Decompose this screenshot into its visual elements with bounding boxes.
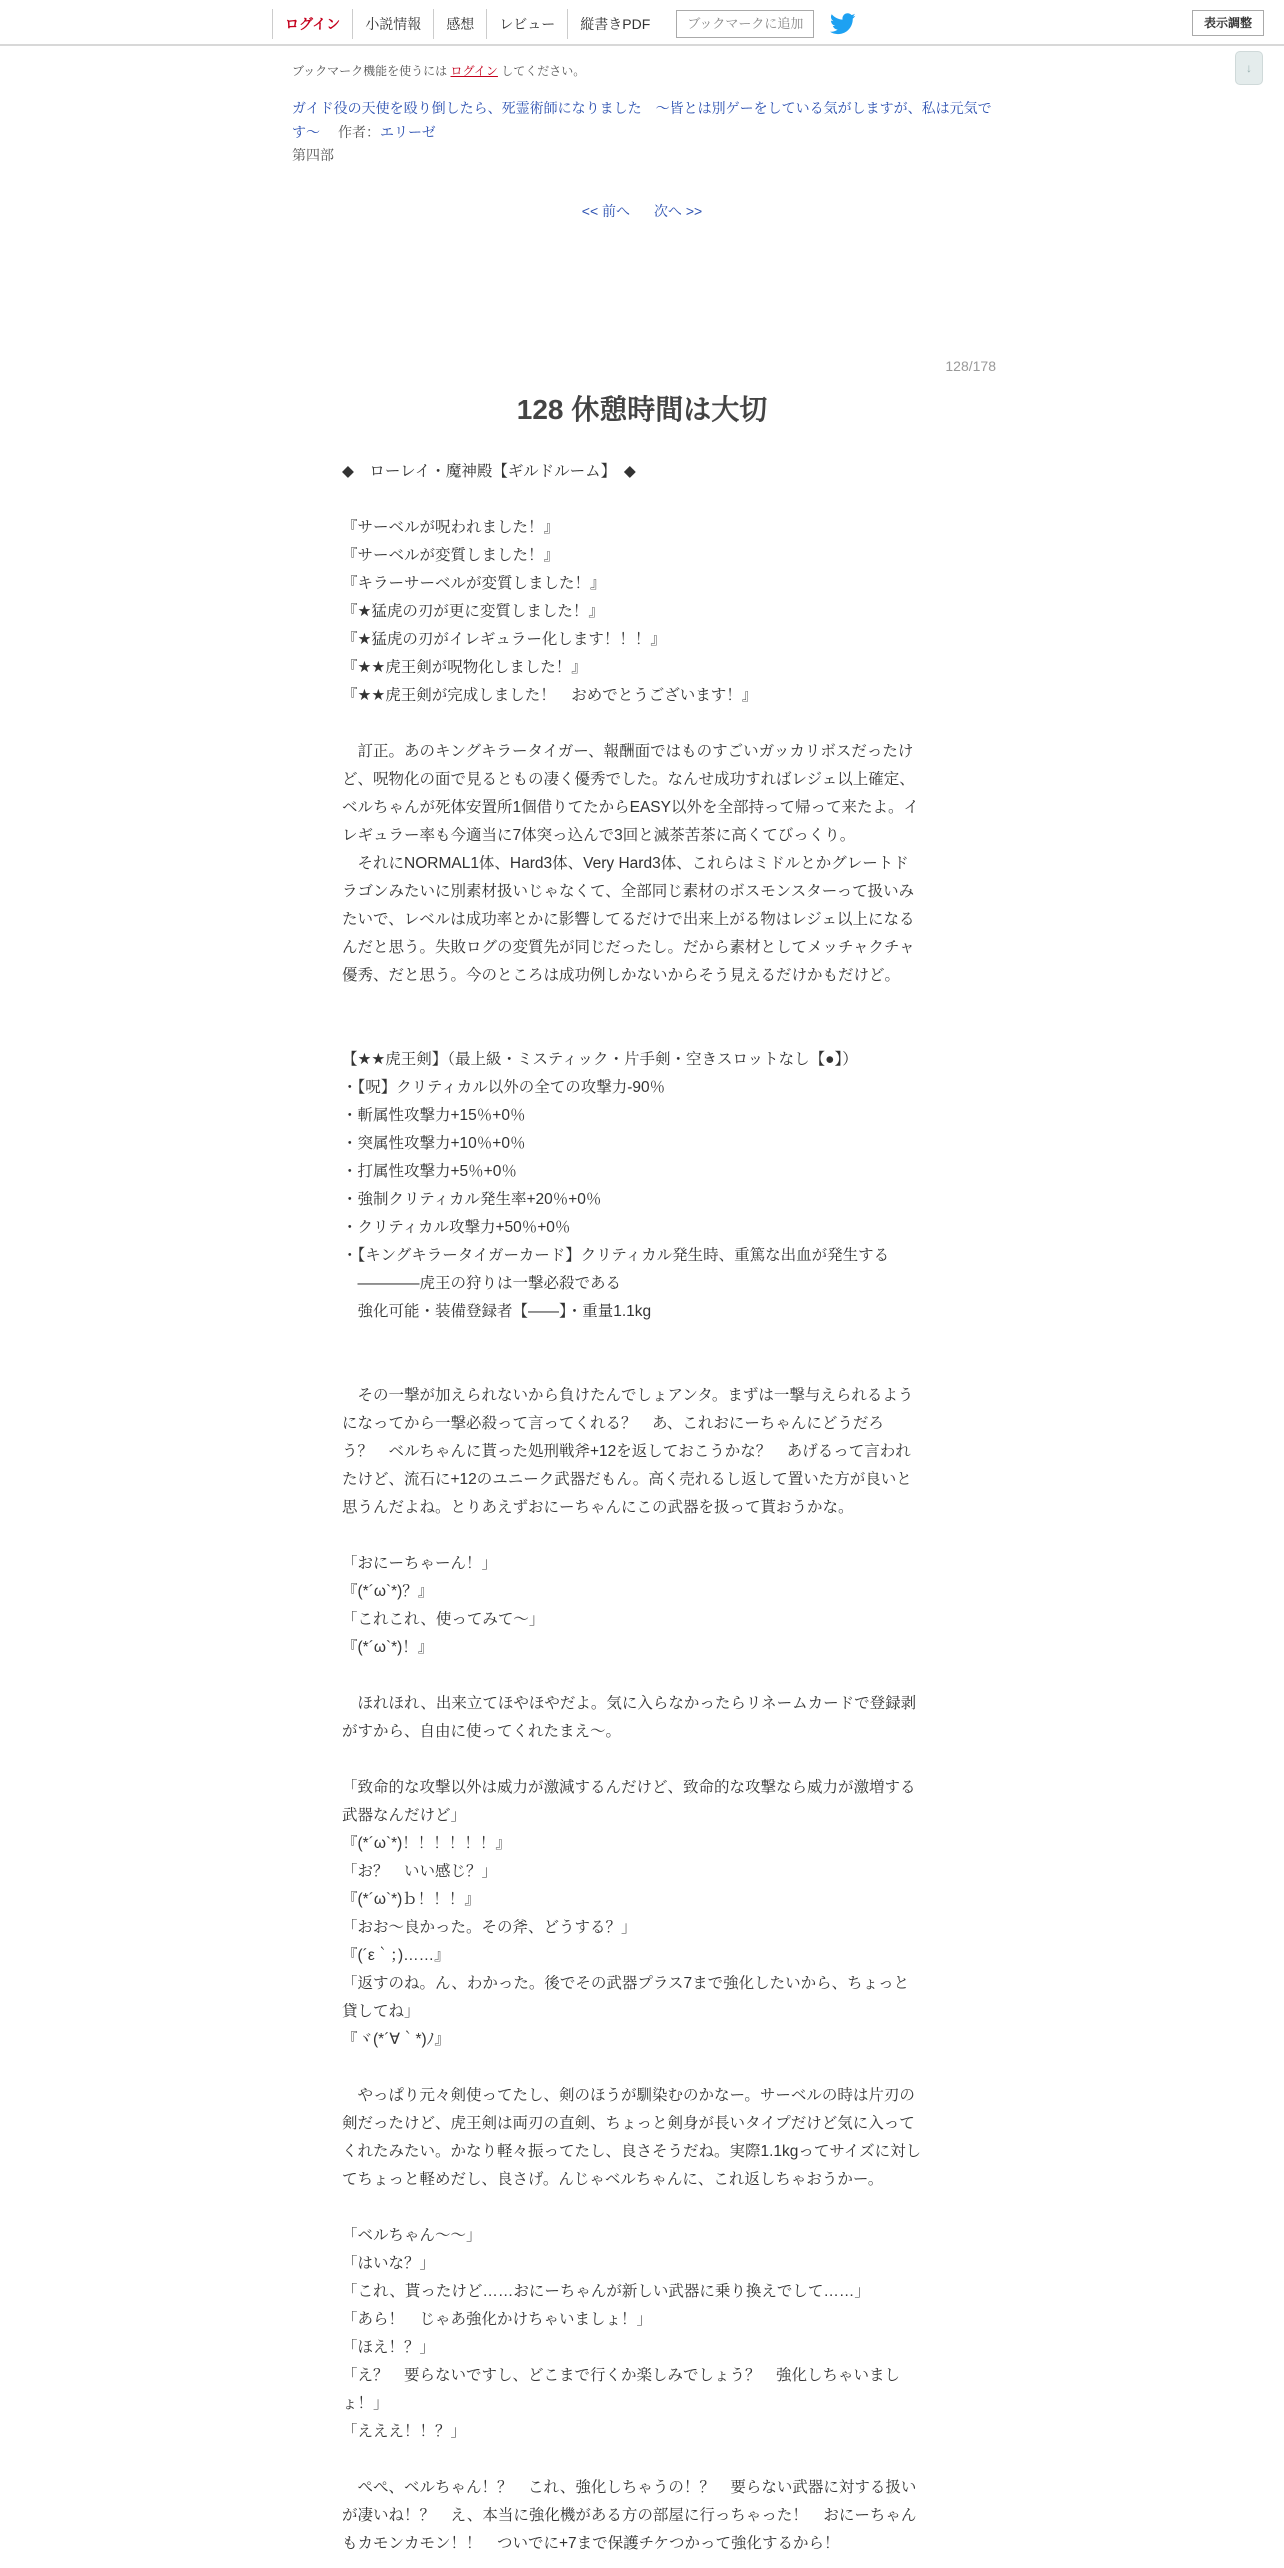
body-line: 訂正。あのキングキラータイガー、報酬面ではものすごいガッカリボスだったけ — [342, 743, 914, 760]
body-line: 「あら！ じゃあ強化かけちゃいましょ！」 — [342, 2311, 653, 2328]
add-bookmark-button[interactable]: ブックマークに追加 — [676, 10, 814, 38]
chapter-pager — [0, 201, 1284, 221]
prev-chapter-link[interactable]: << 前へ — [581, 203, 631, 219]
scroll-down-icon[interactable]: ↓ — [1235, 51, 1263, 85]
body-line: 「ほえ！？」 — [342, 2339, 436, 2356]
body-line — [342, 1018, 942, 1046]
display-settings-button[interactable]: 表示調整 — [1192, 10, 1264, 36]
body-line: 【★★虎王剣】（最上級・ミスティック・片手剣・空きスロットなし【●】） — [342, 1051, 858, 1068]
body-line: 『サーベルが変質しました！』 — [342, 547, 560, 564]
body-line: 『キラーサーベルが変質しました！』 — [342, 575, 606, 592]
body-line: 「ベルちゃん～～」 — [342, 2227, 482, 2244]
body-line: 『★★虎王剣が呪物化しました！』 — [342, 659, 587, 676]
body-line — [342, 1326, 942, 1354]
notice-text-before: ブックマーク機能を使うには — [292, 64, 448, 78]
impressions-link[interactable]: 感想 — [433, 9, 486, 39]
body-line: んだと思う。失敗ログの変質先が同じだったし。だから素材としてメッチャクチャ — [342, 939, 915, 956]
body-line: ・斬属性攻撃力+15％+0％ — [342, 1107, 526, 1124]
body-line: やっぱり元々剣使ってたし、剣のほうが馴染むのかなー。サーベルの時は片刃の — [342, 2087, 915, 2104]
body-line: 『ヾ(*´∀｀*)ﾉ』 — [342, 2031, 450, 2048]
body-line — [342, 1746, 942, 1774]
body-line: ・【キングキラータイガーカード】クリティカル発生時、重篤な出血が発生する — [342, 1247, 890, 1264]
body-line: う？ ベルちゃんに貰った処刑戦斧+12を返しておこうかな？ あげるって言われ — [342, 1443, 911, 1460]
body-line: ど、呪物化の面で見るともの凄く優秀でした。なんせ成功すればレジェ以上確定、 — [342, 771, 915, 788]
chapter-part-label: 第四部 — [292, 147, 334, 163]
body-line — [342, 710, 942, 738]
body-line — [342, 1662, 942, 1690]
body-line: 『サーベルが呪われました！』 — [342, 519, 560, 536]
body-line: 『(´ε｀；)……』 — [342, 1947, 450, 1964]
notice-text-after: してください。 — [501, 64, 586, 78]
body-line: 貸してね」 — [342, 2003, 420, 2020]
body-line: 思うんだよね。とりあえずおにーちゃんにこの武器を扱って貰おうかな。 — [342, 1499, 854, 1516]
body-line: ・打属性攻撃力+5％+0％ — [342, 1163, 517, 1180]
body-line: 「これ、貰ったけど……おにーちゃんが新しい武器に乗り換えでして……」 — [342, 2283, 870, 2300]
body-line — [342, 990, 942, 1018]
body-line: ラゴンみたいに別素材扱いじゃなくて、全部同じ素材のボスモンスターって扱いみ — [342, 883, 915, 900]
body-line: 「はいな？」 — [342, 2255, 436, 2272]
body-line: てちょっと軽めだし、良さげ。んじゃベルちゃんに、これ返しちゃおうかー。 — [342, 2171, 884, 2188]
body-line: が凄いね！？ え、本当に強化機がある方の部屋に行っちゃった！ おにーちゃん — [342, 2507, 917, 2524]
body-line: 「これこれ、使ってみて～」 — [342, 1611, 545, 1628]
body-line: レギュラー率も今適当に7体突っ込んで3回と滅茶苦茶に高くてびっくり。 — [342, 827, 856, 844]
body-line: ・【呪】クリティカル以外の全ての攻撃力-90％ — [342, 1079, 666, 1096]
body-line: 「返すのね。ん、わかった。後でその武器プラス7まで強化したいから、ちょっと — [342, 1975, 910, 1992]
body-line: 『(*´ω`*)？』 — [342, 1583, 434, 1600]
review-link[interactable]: レビュー — [486, 9, 567, 39]
login-link[interactable]: ログイン — [272, 9, 352, 39]
chapter-title: 128 休憩時間は大切 — [516, 394, 768, 425]
body-line: くれたみたい。かなり軽々振ってたし、良さそうだね。実際1.1kgってサイズに対し — [342, 2143, 922, 2160]
top-navigation-bar — [0, 0, 1284, 46]
body-line: 『(*´ω`*)！』 — [342, 1639, 434, 1656]
notice-login-link[interactable]: ログイン — [450, 64, 498, 78]
body-line — [342, 1354, 942, 1382]
body-line: 武器なんだけど」 — [342, 1807, 467, 1824]
body-line: 『★猛虎の刃がイレギュラー化します！！！』 — [342, 631, 666, 648]
body-line: 『★猛虎の刃が更に変質しました！』 — [342, 603, 604, 620]
body-line: 「致命的な攻撃以外は威力が激減するんだけど、致命的な攻撃なら威力が激増する — [342, 1779, 916, 1796]
body-line: ――――虎王の狩りは一撃必殺である — [342, 1275, 622, 1292]
body-line: 強化可能・装備登録者【――】・重量1.1kg — [342, 1303, 652, 1320]
body-line: になってから一撃必殺って言ってくれる？ あ、これおにーちゃんにどうだろ — [342, 1415, 884, 1432]
series-title-link[interactable]: ガイド役の天使を殴り倒したら、死霊術師になりました ～皆とは別ゲーをしている気がしますが、私は元気です～ — [292, 100, 992, 140]
body-line: 『★★虎王剣が完成しました！ おめでとうございます！』 — [342, 687, 758, 704]
twitter-icon[interactable] — [830, 13, 856, 35]
body-line: たいで、レベルは成功率とかに影響してるだけで出来上がる物はレジェ以上になる — [342, 911, 915, 928]
body-line: 「えええ！！？」 — [342, 2423, 467, 2440]
author-label: 作者： — [338, 124, 380, 140]
body-line — [342, 1522, 942, 1550]
body-line: ・クリティカル攻撃力+50％+0％ — [342, 1219, 571, 1236]
body-line: 剣だったけど、虎王剣は両刃の直剣、ちょっと剣身が長いタイプだけど気に入って — [342, 2115, 915, 2132]
author-link[interactable]: エリーゼ — [380, 124, 436, 140]
body-line: 『(*´ω`*)！！！！！！』 — [342, 1835, 511, 1852]
body-line: もカモンカモン！！ ついでに+7まで保護チケつかって強化するから！ — [342, 2535, 840, 2552]
body-line: 「おにーちゃーん！」 — [342, 1555, 498, 1572]
body-line: ・強制クリティカル発生率+20％+0％ — [342, 1191, 602, 1208]
body-line: 「え？ 要らないですし、どこまで行くか楽しみでしょう？ 強化しちゃいまし — [342, 2367, 901, 2384]
bookmark-login-notice — [292, 62, 585, 79]
body-line — [342, 2194, 942, 2222]
body-line: ◆ ローレイ・魔神殿【ギルドルーム】 ◆ — [342, 463, 636, 480]
body-line: 「おお～良かった。その斧、どうする？」 — [342, 1919, 637, 1936]
body-line: 「お？ いい感じ？」 — [342, 1863, 498, 1880]
body-line: たけど、流石に+12のユニーク武器だもん。高く売れるし返して置いた方が良いと — [342, 1471, 912, 1488]
header-nav — [272, 9, 856, 39]
body-line — [342, 2054, 942, 2082]
chapter-body — [342, 458, 942, 2558]
body-line: がすから、自由に使ってくれたまえ～。 — [342, 1723, 622, 1740]
body-line — [342, 2446, 942, 2474]
series-header — [292, 96, 1002, 144]
vertical-pdf-link[interactable]: 縦書きPDF — [567, 9, 662, 39]
next-chapter-link[interactable]: 次へ >> — [653, 203, 703, 219]
novel-info-link[interactable]: 小説情報 — [352, 9, 433, 39]
body-line — [342, 486, 942, 514]
body-line: 『(*´ω`*)ｂ！！！』 — [342, 1891, 480, 1908]
body-line: ・突属性攻撃力+10％+0％ — [342, 1135, 526, 1152]
body-line: それにNORMAL1体、Hard3体、Very Hard3体、これらはミドルとかグレートド — [342, 855, 909, 872]
chapter-page-number: 128/178 — [945, 358, 996, 374]
body-line: ぺぺ、ベルちゃん！？ これ、強化しちゃうの！？ 要らない武器に対する扱い — [342, 2479, 917, 2496]
body-line: ほれほれ、出来立てほやほやだよ。気に入らなかったらリネームカードで登録剥 — [342, 1695, 917, 1712]
body-line: ょ！」 — [342, 2395, 389, 2412]
body-line: ベルちゃんが死体安置所1個借りてたからEASY以外を全部持って帰って来たよ。イ — [342, 799, 919, 816]
body-line: その一撃が加えられないから負けたんでしょアンタ。まずは一撃与えられるよう — [342, 1387, 914, 1404]
body-line: 優秀、だと思う。今のところは成功例しかないからそう見えるだけかもだけど。 — [342, 967, 901, 984]
